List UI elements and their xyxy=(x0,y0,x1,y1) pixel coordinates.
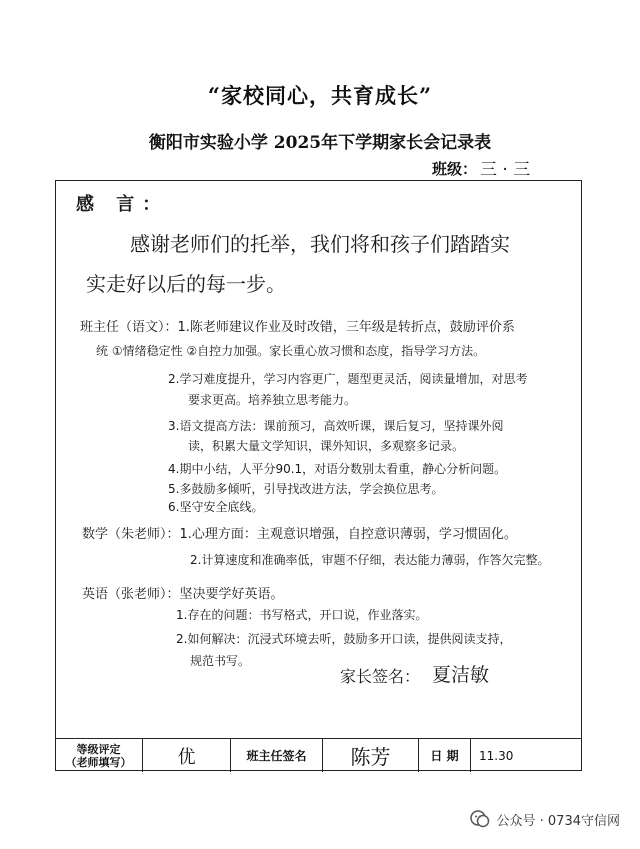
teacher-signature: 陈芳 xyxy=(323,739,419,772)
watermark xyxy=(469,808,620,830)
parent-signature-label: 家长签名： xyxy=(340,667,421,686)
grade-label xyxy=(55,739,143,772)
watermark-text: 公众号 · 0734守信网 xyxy=(496,813,620,829)
english-line: 2.如何解决：沉浸式环境去听，鼓励多开口读，提供阅读支持， xyxy=(176,632,512,646)
parent-signature: 夏洁敏 xyxy=(432,664,490,686)
class-value: 三 · 三 xyxy=(480,160,531,180)
chinese-line: 6.坚守安全底线。 xyxy=(168,500,264,514)
english-line: 1.存在的问题：书写格式，开口说，作业落实。 xyxy=(176,608,428,622)
class-label: 班级： xyxy=(432,160,478,178)
wechat-icon xyxy=(469,808,491,830)
chinese-line: 统 ①情绪稳定性 ②自控力加强。家长重心放习惯和态度，指导学习方法。 xyxy=(96,344,486,358)
grade-label-line-1: 等级评定 xyxy=(76,742,121,756)
thanks-line-2: 实走好以后的每一步。 xyxy=(86,272,286,296)
evaluation-footer xyxy=(55,738,582,772)
grade-label-line-2: （老师填写） xyxy=(65,755,132,769)
date-label: 日 期 xyxy=(419,739,471,772)
thanks-line-1: 感谢老师们的托举，我们将和孩子们踏踏实 xyxy=(130,232,510,256)
english-line: 英语（张老师）：坚决要学好英语。 xyxy=(82,587,284,602)
chinese-line: 3.语文提高方法：课前预习，高效听课，课后复习，坚持课外阅 xyxy=(168,419,504,433)
chinese-line: 4.期中小结，人平分90.1，对语分数别太看重，静心分析问题。 xyxy=(168,462,507,476)
chinese-line: 读，积累大量文学知识，课外知识，多观察多记录。 xyxy=(188,439,465,453)
math-line: 数学（朱老师）：1.心理方面：主观意识增强，自控意识薄弱，学习惯固化。 xyxy=(82,527,517,542)
english-line: 规范书写。 xyxy=(190,654,251,668)
page-title: “家校同心，共育成长” xyxy=(207,83,433,108)
teacher-signature-label: 班主任签名 xyxy=(231,739,323,772)
chinese-line: 2.学习难度提升，学习内容更广，题型更灵活，阅读量增加，对思考 xyxy=(168,372,528,386)
chinese-line: 要求更高。培养独立思考能力。 xyxy=(188,393,357,407)
comments-heading: 感 言： xyxy=(76,194,169,215)
chinese-line: 5.多鼓励多倾听，引导找改进方法，学会换位思考。 xyxy=(168,482,444,496)
chinese-line: 班主任（语文）：1.陈老师建议作业及时改错，三年级是转折点，鼓励评价系 xyxy=(80,320,515,335)
math-line: 2.计算速度和准确率低，审题不仔细，表达能力薄弱，作答欠完整。 xyxy=(190,553,550,567)
grade-value: 优 xyxy=(143,739,231,772)
form-subtitle: 衡阳市实验小学 2025年下学期家长会记录表 xyxy=(148,133,492,153)
date-value: 11.30 xyxy=(479,748,514,763)
